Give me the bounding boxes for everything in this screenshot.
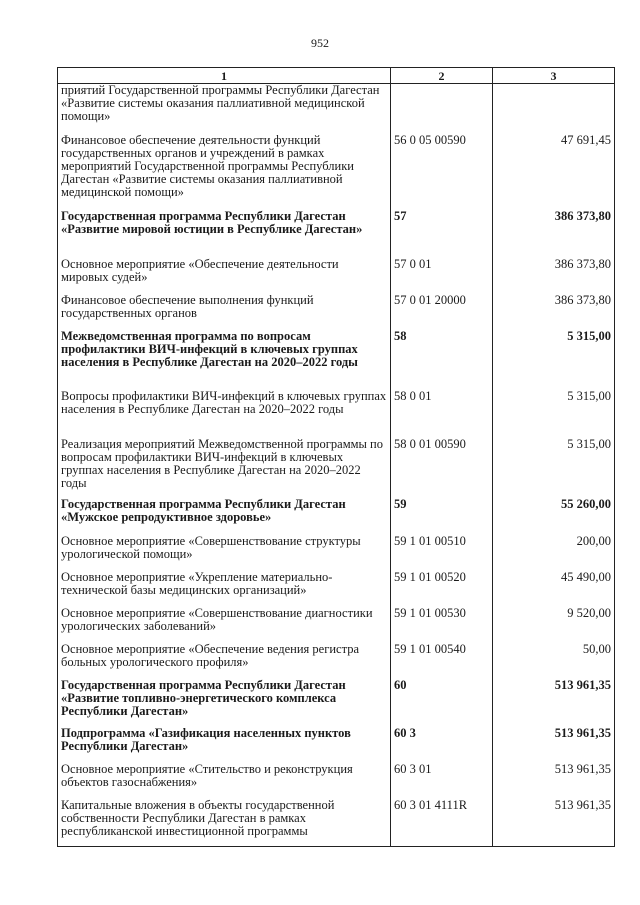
column-header-amount: 3 <box>493 68 615 84</box>
row-amount-cell: 513 961,35 <box>493 675 615 723</box>
budget-table <box>57 67 615 847</box>
table-row <box>58 254 615 290</box>
row-code-cell: 58 0 01 00590 <box>391 434 493 494</box>
table-row <box>58 434 615 494</box>
row-amount-cell: 513 961,35 <box>493 795 615 847</box>
row-name-cell: Финансовое обеспечение выполнения функций государственных органов <box>58 290 391 326</box>
table-row <box>58 639 615 675</box>
table-row <box>58 206 615 254</box>
table-row <box>58 567 615 603</box>
column-header-code: 2 <box>391 68 493 84</box>
row-name-cell: Реализация мероприятий Межведомственной программы по вопросам профилактики ВИЧ-инфекций в ключевых группах населения в Республике Дагестан на 2020–2022 годы <box>58 434 391 494</box>
row-name-cell: Основное мероприятие «Укрепление материально-технической базы медицинских организаций» <box>58 567 391 603</box>
table-row <box>58 326 615 386</box>
row-name-cell: Межведомственная программа по вопросам профилактики ВИЧ-инфекций в ключевых группах населения в Республике Дагестан на 2020–2022 годы <box>58 326 391 386</box>
row-amount-cell: 5 315,00 <box>493 434 615 494</box>
row-name-cell: Основное мероприятие «Обеспечение деятельности мировых судей» <box>58 254 391 290</box>
column-header-name: 1 <box>58 68 391 84</box>
row-code-cell: 57 0 01 <box>391 254 493 290</box>
table-row <box>58 795 615 847</box>
table-row <box>58 603 615 639</box>
row-name-cell: Подпрограмма «Газификация населенных пунктов Республики Дагестан» <box>58 723 391 759</box>
row-code-cell: 58 <box>391 326 493 386</box>
row-code-cell: 57 <box>391 206 493 254</box>
row-code-cell: 58 0 01 <box>391 386 493 434</box>
row-amount-cell: 5 315,00 <box>493 386 615 434</box>
row-name-cell: Основное мероприятие «Стительство и реконструкция объектов газоснабжения» <box>58 759 391 795</box>
row-code-cell: 60 3 <box>391 723 493 759</box>
row-name-cell: Основное мероприятие «Совершенствование структуры урологической помощи» <box>58 531 391 567</box>
row-code-cell: 59 1 01 00520 <box>391 567 493 603</box>
row-name-cell: Государственная программа Республики Дагестан «Развитие топливно-энергетического комплекса Республики Дагестан» <box>58 675 391 723</box>
page-number: 952 <box>311 36 329 50</box>
row-code-cell: 56 0 05 00590 <box>391 130 493 206</box>
table-row <box>58 723 615 759</box>
row-name-cell: приятий Государственной программы Республики Дагестан «Развитие системы оказания паллиативной медицинской помощи» <box>58 84 391 130</box>
table-row <box>58 84 615 130</box>
row-amount-cell: 513 961,35 <box>493 723 615 759</box>
row-amount-cell: 386 373,80 <box>493 206 615 254</box>
table-row <box>58 290 615 326</box>
row-code-cell: 60 <box>391 675 493 723</box>
row-name-cell: Вопросы профилактики ВИЧ-инфекций в ключевых группах населения в Республике Дагестан на 2020–2022 годы <box>58 386 391 434</box>
row-code-cell: 59 1 01 00510 <box>391 531 493 567</box>
row-name-cell: Государственная программа Республики Дагестан «Мужское репродуктивное здоровье» <box>58 494 391 531</box>
table-header <box>58 68 615 84</box>
row-code-cell <box>391 84 493 130</box>
row-amount-cell: 386 373,80 <box>493 254 615 290</box>
table-row <box>58 531 615 567</box>
row-code-cell: 60 3 01 4111R <box>391 795 493 847</box>
row-amount-cell: 47 691,45 <box>493 130 615 206</box>
row-name-cell: Основное мероприятие «Обеспечение ведения регистра больных урологического профиля» <box>58 639 391 675</box>
row-amount-cell: 5 315,00 <box>493 326 615 386</box>
row-name-cell: Финансовое обеспечение деятельности функций государственных органов и учреждений в рамках мероприятий Государственной программы Республики Дагестан «Развитие системы оказания паллиативной медицинской помощи» <box>58 130 391 206</box>
row-code-cell: 59 1 01 00540 <box>391 639 493 675</box>
table-row <box>58 494 615 531</box>
table-body <box>58 84 615 847</box>
row-name-cell: Основное мероприятие «Совершенствование диагностики урологических заболеваний» <box>58 603 391 639</box>
row-amount-cell: 45 490,00 <box>493 567 615 603</box>
row-code-cell: 59 1 01 00530 <box>391 603 493 639</box>
row-amount-cell: 200,00 <box>493 531 615 567</box>
row-amount-cell: 386 373,80 <box>493 290 615 326</box>
row-code-cell: 57 0 01 20000 <box>391 290 493 326</box>
row-code-cell: 60 3 01 <box>391 759 493 795</box>
row-amount-cell: 513 961,35 <box>493 759 615 795</box>
table-row <box>58 130 615 206</box>
table-row <box>58 675 615 723</box>
table-row <box>58 386 615 434</box>
row-amount-cell <box>493 84 615 130</box>
table-row <box>58 759 615 795</box>
row-amount-cell: 55 260,00 <box>493 494 615 531</box>
row-code-cell: 59 <box>391 494 493 531</box>
row-name-cell: Капитальные вложения в объекты государственной собственности Республики Дагестан в рамках республиканской инвестиционной программы <box>58 795 391 847</box>
row-amount-cell: 9 520,00 <box>493 603 615 639</box>
row-amount-cell: 50,00 <box>493 639 615 675</box>
row-name-cell: Государственная программа Республики Дагестан «Развитие мировой юстиции в Республике Дагестан» <box>58 206 391 254</box>
